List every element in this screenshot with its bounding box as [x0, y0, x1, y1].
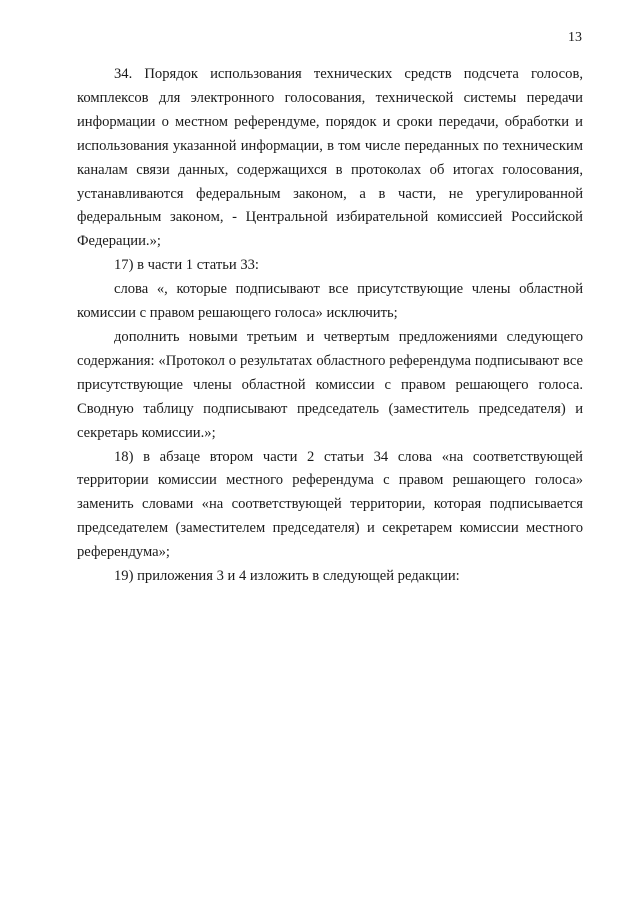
paragraph-point-19: 19) приложения 3 и 4 изложить в следующей редакции: — [114, 568, 460, 585]
paragraph-point-17: 17) в части 1 статьи 33: — [114, 257, 259, 274]
page-number: 13 — [568, 30, 582, 45]
paragraph-point-18: 18) в абзаце втором части 2 статьи 34 слова «на соответствующей территории комиссии местного референдума с правом решающего голоса» заменить словами «на соответствующей территории, которая подписывается председателем (заместителем председателя) и секретарем комиссии местного референдума»; — [77, 448, 583, 561]
document-body — [77, 63, 583, 589]
paragraph-add-sentences: дополнить новыми третьим и четвертым предложениями следующего содержания: «Протокол о результатах областного референдума подписывают все присутствующие члены областной комиссии с правом решающего голоса. Сводную таблицу подписывают председатель (заместитель председателя) и секретарь комиссии.»; — [77, 328, 583, 441]
paragraph-words-exclude: слова «, которые подписывают все присутствующие члены областной комиссии с правом решающего голоса» исключить; — [77, 281, 583, 322]
paragraph-item-34: 34. Порядок использования технических средств подсчета голосов, комплексов для электронного голосования, технической системы передачи информации о местном референдуме, порядок и сроки передачи, обработки и использования указанной информации, в том числе переданных по техническим каналам связи данных, содержащихся в протоколах об итогах голосования, устанавливаются федеральным законом, а в части, не урегулированной федеральным законом, - Центральной избирательной комиссией Российской Федерации.»; — [77, 66, 583, 250]
